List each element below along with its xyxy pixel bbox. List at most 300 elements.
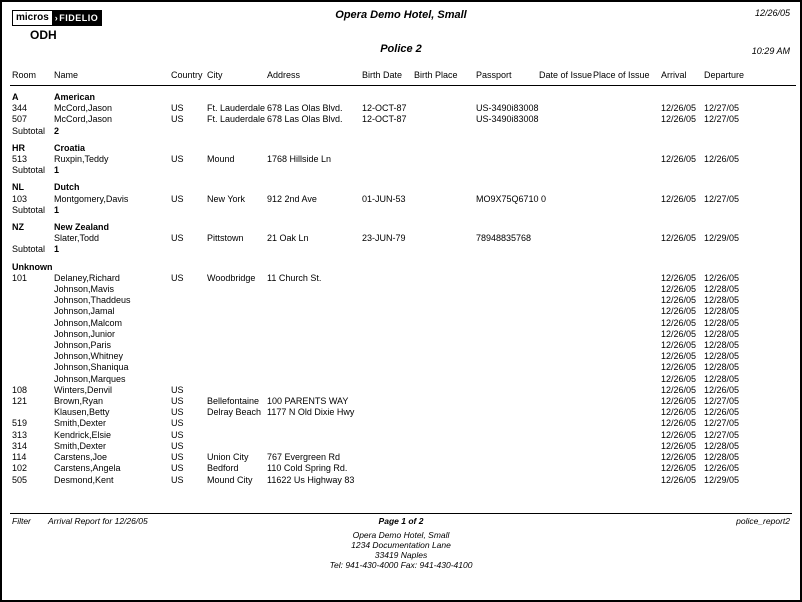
cell-name: Kendrick,Elsie <box>54 429 112 440</box>
column-header-departure: Departure <box>702 70 796 86</box>
subtotal-row <box>10 244 796 255</box>
cell-birth_place <box>412 407 474 418</box>
cell-birth_place <box>412 385 474 396</box>
cell-birth_date: 12-OCT-87 <box>362 114 407 125</box>
cell-date_of_issue <box>537 463 591 474</box>
cell-birth_place <box>412 114 474 125</box>
cell-birth_place <box>412 273 474 284</box>
cell-date_of_issue <box>537 475 591 486</box>
cell-address: 912 2nd Ave <box>267 193 317 204</box>
group-code: Unknown <box>12 261 53 272</box>
cell-departure: 12/28/05 <box>704 362 740 373</box>
cell-room <box>10 351 52 362</box>
cell-birth_place <box>412 430 474 441</box>
group-label: American <box>54 92 96 102</box>
cell-country: US <box>171 193 184 204</box>
cell-address: 110 Cold Spring Rd. <box>267 463 348 474</box>
cell-address: 678 Las Olas Blvd. <box>267 114 343 125</box>
column-header-address: Address <box>265 70 360 86</box>
guest-row <box>10 385 796 396</box>
guest-row <box>10 418 796 429</box>
cell-date_of_issue <box>537 273 591 284</box>
cell-city: Mound <box>207 154 235 165</box>
cell-arrival: 12/26/05 <box>661 351 697 362</box>
cell-birth_date <box>360 463 412 474</box>
column-header-birth-date: Birth Date <box>360 70 412 86</box>
subtotal-row <box>10 205 796 216</box>
column-header-passport: Passport <box>474 70 537 86</box>
group-header-row <box>10 176 796 193</box>
cell-address: 100 PARENTS WAY <box>267 396 349 407</box>
cell-arrival: 12/26/05 <box>661 317 697 328</box>
cell-passport <box>474 407 537 418</box>
subtotal-value: 2 <box>54 125 60 136</box>
cell-address <box>265 374 360 385</box>
cell-place_of_issue <box>591 295 659 306</box>
cell-room <box>10 295 52 306</box>
subtotal-label: Subtotal <box>12 204 46 215</box>
cell-address <box>265 318 360 329</box>
cell-country: US <box>171 474 184 485</box>
cell-passport: MO9X75Q6710 0 <box>476 193 547 204</box>
cell-arrival: 12/26/05 <box>661 340 697 351</box>
cell-arrival: 12/26/05 <box>661 193 697 204</box>
guest-row <box>10 362 796 373</box>
cell-passport <box>474 475 537 486</box>
cell-city: New York <box>207 193 246 204</box>
subtotal-value: 1 <box>54 165 60 176</box>
logo-arrow-icon: › <box>54 13 59 23</box>
cell-place_of_issue <box>591 114 659 125</box>
cell-departure: 12/26/05 <box>704 407 740 418</box>
cell-birth_date <box>360 273 412 284</box>
guest-row <box>10 154 796 165</box>
cell-place_of_issue <box>591 407 659 418</box>
cell-birth_date <box>360 362 412 373</box>
cell-city: Ft. Lauderdale <box>207 103 266 114</box>
cell-date_of_issue <box>537 154 591 165</box>
cell-departure: 12/27/05 <box>704 103 740 114</box>
column-header-country: Country <box>169 70 205 86</box>
cell-birth_place <box>412 103 474 114</box>
cell-date_of_issue <box>537 407 591 418</box>
cell-address: 1177 N Old Dixie Hwy <box>267 407 355 418</box>
cell-birth_date <box>360 306 412 317</box>
cell-birth_place <box>412 233 474 244</box>
cell-date_of_issue <box>537 284 591 295</box>
cell-city: Delray Beach <box>207 407 262 418</box>
cell-city <box>205 441 265 452</box>
cell-country: US <box>171 407 184 418</box>
cell-name: Johnson,Thaddeus <box>54 295 131 306</box>
cell-departure: 12/27/05 <box>704 114 740 125</box>
cell-city <box>205 418 265 429</box>
cell-passport <box>474 318 537 329</box>
cell-name: Carstens,Joe <box>54 452 108 463</box>
cell-arrival: 12/26/05 <box>661 103 697 114</box>
guest-row <box>10 284 796 295</box>
cell-birth_date <box>360 284 412 295</box>
cell-place_of_issue <box>591 233 659 244</box>
cell-arrival: 12/26/05 <box>661 463 697 474</box>
subtotal-row <box>10 126 796 137</box>
cell-city <box>205 385 265 396</box>
cell-country: US <box>171 440 184 451</box>
cell-name: Johnson,Malcom <box>54 317 123 328</box>
report-title: Police 2 <box>380 43 422 55</box>
cell-name: Smith,Dexter <box>54 418 107 429</box>
guest-row <box>10 430 796 441</box>
cell-birth_date: 23-JUN-79 <box>362 233 406 244</box>
page-number: Page 1 of 2 <box>378 516 424 526</box>
cell-name: Montgomery,Davis <box>54 193 129 204</box>
footer-phone-line: Tel: 941-430-4000 Fax: 941-430-4100 <box>329 560 473 570</box>
cell-birth_date <box>360 407 412 418</box>
cell-birth_place <box>412 194 474 205</box>
column-header-birth-place: Birth Place <box>412 70 474 86</box>
cell-address <box>265 418 360 429</box>
cell-country: US <box>171 396 184 407</box>
cell-passport <box>474 273 537 284</box>
cell-birth_date <box>360 441 412 452</box>
cell-arrival: 12/26/05 <box>661 407 697 418</box>
cell-country: US <box>171 384 184 395</box>
cell-country <box>169 295 205 306</box>
cell-departure: 12/26/05 <box>704 463 740 474</box>
group-code: NZ <box>12 222 24 233</box>
cell-room: 108 <box>12 384 28 395</box>
cell-address <box>265 306 360 317</box>
cell-city: Ft. Lauderdale <box>207 114 266 125</box>
cell-birth_place <box>412 374 474 385</box>
cell-country <box>169 351 205 362</box>
cell-room: 101 <box>12 272 28 283</box>
cell-address: 678 Las Olas Blvd. <box>267 103 343 114</box>
cell-passport <box>474 284 537 295</box>
cell-birth_date <box>360 452 412 463</box>
cell-room: 505 <box>12 474 28 485</box>
cell-country: US <box>171 233 184 244</box>
cell-passport: US-3490i83008 <box>476 103 539 114</box>
cell-address: 1768 Hillside Ln <box>267 154 332 165</box>
cell-place_of_issue <box>591 430 659 441</box>
guest-row <box>10 233 796 244</box>
group-label <box>52 256 796 273</box>
report-table-body <box>10 86 796 486</box>
group-header-row <box>10 137 796 154</box>
cell-place_of_issue <box>591 351 659 362</box>
cell-date_of_issue <box>537 114 591 125</box>
cell-passport: 78948835768 <box>476 233 532 244</box>
cell-city: Union City <box>207 452 249 463</box>
cell-address <box>265 329 360 340</box>
cell-room: 519 <box>12 418 28 429</box>
cell-birth_date <box>360 374 412 385</box>
cell-date_of_issue <box>537 418 591 429</box>
cell-place_of_issue <box>591 284 659 295</box>
cell-city <box>205 374 265 385</box>
cell-name: Johnson,Jamal <box>54 306 115 317</box>
cell-birth_place <box>412 452 474 463</box>
cell-name: Johnson,Whitney <box>54 351 124 362</box>
cell-birth_place <box>412 463 474 474</box>
cell-room <box>10 362 52 373</box>
cell-address: 767 Evergreen Rd <box>267 452 341 463</box>
column-header-room: Room <box>10 70 52 86</box>
cell-passport <box>474 385 537 396</box>
cell-place_of_issue <box>591 374 659 385</box>
cell-country <box>169 329 205 340</box>
cell-birth_date: 12-OCT-87 <box>362 103 407 114</box>
cell-place_of_issue <box>591 362 659 373</box>
cell-city: Pittstown <box>207 233 244 244</box>
cell-date_of_issue <box>537 374 591 385</box>
cell-country: US <box>171 103 184 114</box>
cell-passport <box>474 463 537 474</box>
cell-city <box>205 329 265 340</box>
cell-place_of_issue <box>591 452 659 463</box>
cell-address <box>265 362 360 373</box>
cell-departure: 12/26/05 <box>704 384 740 395</box>
report-footer <box>10 513 792 570</box>
guest-row <box>10 441 796 452</box>
subtotal-label: Subtotal <box>12 244 46 255</box>
cell-arrival: 12/26/05 <box>661 373 697 384</box>
cell-country <box>169 306 205 317</box>
guest-row <box>10 475 796 486</box>
cell-room: 507 <box>12 114 28 125</box>
cell-room <box>10 233 52 244</box>
guest-row <box>10 273 796 284</box>
column-header-city: City <box>205 70 265 86</box>
guest-row <box>10 194 796 205</box>
filter-label: Filter <box>12 516 31 526</box>
cell-country: US <box>171 418 184 429</box>
cell-departure: 12/28/05 <box>704 452 740 463</box>
cell-place_of_issue <box>591 475 659 486</box>
cell-name: Johnson,Marques <box>54 373 126 384</box>
cell-city <box>205 318 265 329</box>
guest-row <box>10 463 796 474</box>
cell-name: Carstens,Angela <box>54 463 121 474</box>
cell-name: Delaney,Richard <box>54 272 120 283</box>
cell-birth_date <box>360 340 412 351</box>
cell-room: 313 <box>12 429 28 440</box>
cell-country: US <box>171 463 184 474</box>
cell-departure: 12/27/05 <box>704 396 740 407</box>
group-code: HR <box>12 142 25 153</box>
report-date: 12/26/05 <box>754 8 790 18</box>
cell-country <box>169 284 205 295</box>
subtotal-value: 1 <box>54 244 60 255</box>
cell-address <box>265 284 360 295</box>
cell-address <box>265 430 360 441</box>
micros-logo-text: micros <box>12 10 53 26</box>
column-header-date-of-issue: Date of Issue <box>537 70 591 86</box>
cell-arrival: 12/26/05 <box>661 418 697 429</box>
guest-row <box>10 295 796 306</box>
cell-arrival: 12/26/05 <box>661 154 697 165</box>
cell-passport <box>474 441 537 452</box>
cell-address <box>265 340 360 351</box>
cell-city <box>205 351 265 362</box>
cell-birth_place <box>412 396 474 407</box>
cell-arrival: 12/26/05 <box>661 429 697 440</box>
cell-country <box>169 318 205 329</box>
cell-city: Mound City <box>207 474 253 485</box>
cell-date_of_issue <box>537 295 591 306</box>
cell-place_of_issue <box>591 340 659 351</box>
cell-address: 11622 Us Highway 83 <box>267 474 355 485</box>
cell-birth_date <box>360 418 412 429</box>
cell-arrival: 12/26/05 <box>661 295 697 306</box>
cell-arrival: 12/26/05 <box>661 396 697 407</box>
cell-place_of_issue <box>591 418 659 429</box>
cell-passport <box>474 351 537 362</box>
cell-passport <box>474 306 537 317</box>
cell-departure: 12/28/05 <box>704 328 740 339</box>
cell-birth_place <box>412 154 474 165</box>
cell-date_of_issue <box>537 430 591 441</box>
cell-birth_date <box>360 385 412 396</box>
cell-birth_place <box>412 295 474 306</box>
cell-arrival: 12/26/05 <box>661 114 697 125</box>
hotel-title: Opera Demo Hotel, Small <box>335 9 467 21</box>
cell-city: Woodbridge <box>207 272 256 283</box>
cell-departure: 12/27/05 <box>704 429 740 440</box>
cell-passport <box>474 374 537 385</box>
cell-passport <box>474 396 537 407</box>
filter-value: Arrival Report for 12/26/05 <box>48 516 148 526</box>
cell-passport <box>474 154 537 165</box>
cell-passport <box>474 295 537 306</box>
cell-birth_place <box>412 318 474 329</box>
cell-birth_place <box>412 362 474 373</box>
cell-name: Ruxpin,Teddy <box>54 154 109 165</box>
cell-date_of_issue <box>537 233 591 244</box>
cell-departure: 12/28/05 <box>704 284 740 295</box>
group-code: A <box>12 92 19 102</box>
cell-arrival: 12/26/05 <box>661 272 697 283</box>
cell-date_of_issue <box>537 329 591 340</box>
cell-city <box>205 362 265 373</box>
cell-place_of_issue <box>591 103 659 114</box>
cell-city <box>205 430 265 441</box>
column-header-name: Name <box>52 70 169 86</box>
cell-date_of_issue <box>537 318 591 329</box>
cell-birth_date <box>360 396 412 407</box>
cell-name: Brown,Ryan <box>54 396 104 407</box>
cell-room: 114 <box>12 452 27 463</box>
cell-departure: 12/26/05 <box>704 272 740 283</box>
cell-address <box>265 385 360 396</box>
cell-place_of_issue <box>591 441 659 452</box>
fidelio-logo-text: FIDELIO <box>59 13 99 23</box>
report-time: 10:29 AM <box>751 46 790 56</box>
hotel-address-block <box>10 530 792 570</box>
footer-meta-row <box>10 516 792 527</box>
cell-date_of_issue <box>537 103 591 114</box>
cell-arrival: 12/26/05 <box>661 452 697 463</box>
cell-birth_date <box>360 351 412 362</box>
guest-row <box>10 351 796 362</box>
cell-name: Smith,Dexter <box>54 440 107 451</box>
cell-name: Klausen,Betty <box>54 407 110 418</box>
cell-birth_place <box>412 351 474 362</box>
cell-date_of_issue <box>537 362 591 373</box>
cell-departure: 12/28/05 <box>704 340 740 351</box>
cell-name: Slater,Todd <box>54 233 100 244</box>
guest-row <box>10 407 796 418</box>
cell-departure: 12/27/05 <box>704 418 740 429</box>
group-label: New Zealand <box>54 222 110 233</box>
cell-birth_date <box>360 475 412 486</box>
cell-country: US <box>171 429 184 440</box>
cell-birth_place <box>412 306 474 317</box>
cell-date_of_issue <box>537 351 591 362</box>
subtotal-row <box>10 165 796 176</box>
cell-arrival: 12/26/05 <box>661 384 697 395</box>
cell-date_of_issue <box>537 340 591 351</box>
police-report-table <box>10 70 796 486</box>
cell-birth_place <box>412 475 474 486</box>
cell-passport: US-3490i83008 <box>476 114 539 125</box>
cell-room: 103 <box>12 193 28 204</box>
cell-address <box>265 295 360 306</box>
guest-row <box>10 452 796 463</box>
cell-passport <box>474 340 537 351</box>
cell-name: McCord,Jason <box>54 103 113 114</box>
cell-place_of_issue <box>591 306 659 317</box>
cell-city: Bellefontaine <box>207 396 260 407</box>
cell-room <box>10 318 52 329</box>
cell-name: Johnson,Junior <box>54 328 116 339</box>
cell-birth_place <box>412 329 474 340</box>
cell-place_of_issue <box>591 329 659 340</box>
footer-address-line1: 1234 Documentation Lane <box>351 540 451 550</box>
cell-city <box>205 284 265 295</box>
cell-arrival: 12/26/05 <box>661 284 697 295</box>
cell-country: US <box>171 114 184 125</box>
subtotal-label: Subtotal <box>12 125 46 136</box>
cell-room <box>10 329 52 340</box>
cell-date_of_issue <box>537 396 591 407</box>
cell-birth_place <box>412 418 474 429</box>
footer-address-line2: 33419 Naples <box>374 550 428 560</box>
cell-place_of_issue <box>591 154 659 165</box>
guest-row <box>10 340 796 351</box>
cell-country: US <box>171 154 184 165</box>
cell-departure: 12/28/05 <box>704 306 740 317</box>
cell-room <box>10 407 52 418</box>
cell-passport <box>474 452 537 463</box>
cell-date_of_issue <box>537 441 591 452</box>
cell-city <box>205 306 265 317</box>
cell-arrival: 12/26/05 <box>661 440 697 451</box>
cell-room <box>10 340 52 351</box>
cell-city <box>205 340 265 351</box>
group-header-row <box>10 86 796 104</box>
cell-passport <box>474 430 537 441</box>
cell-date_of_issue <box>537 452 591 463</box>
cell-city: Bedford <box>207 463 239 474</box>
cell-birth_date <box>360 154 412 165</box>
cell-room: 344 <box>12 103 28 114</box>
cell-room <box>10 306 52 317</box>
cell-name: Winters,Denvil <box>54 384 113 395</box>
cell-name: Johnson,Paris <box>54 340 112 351</box>
cell-departure: 12/28/05 <box>704 351 740 362</box>
